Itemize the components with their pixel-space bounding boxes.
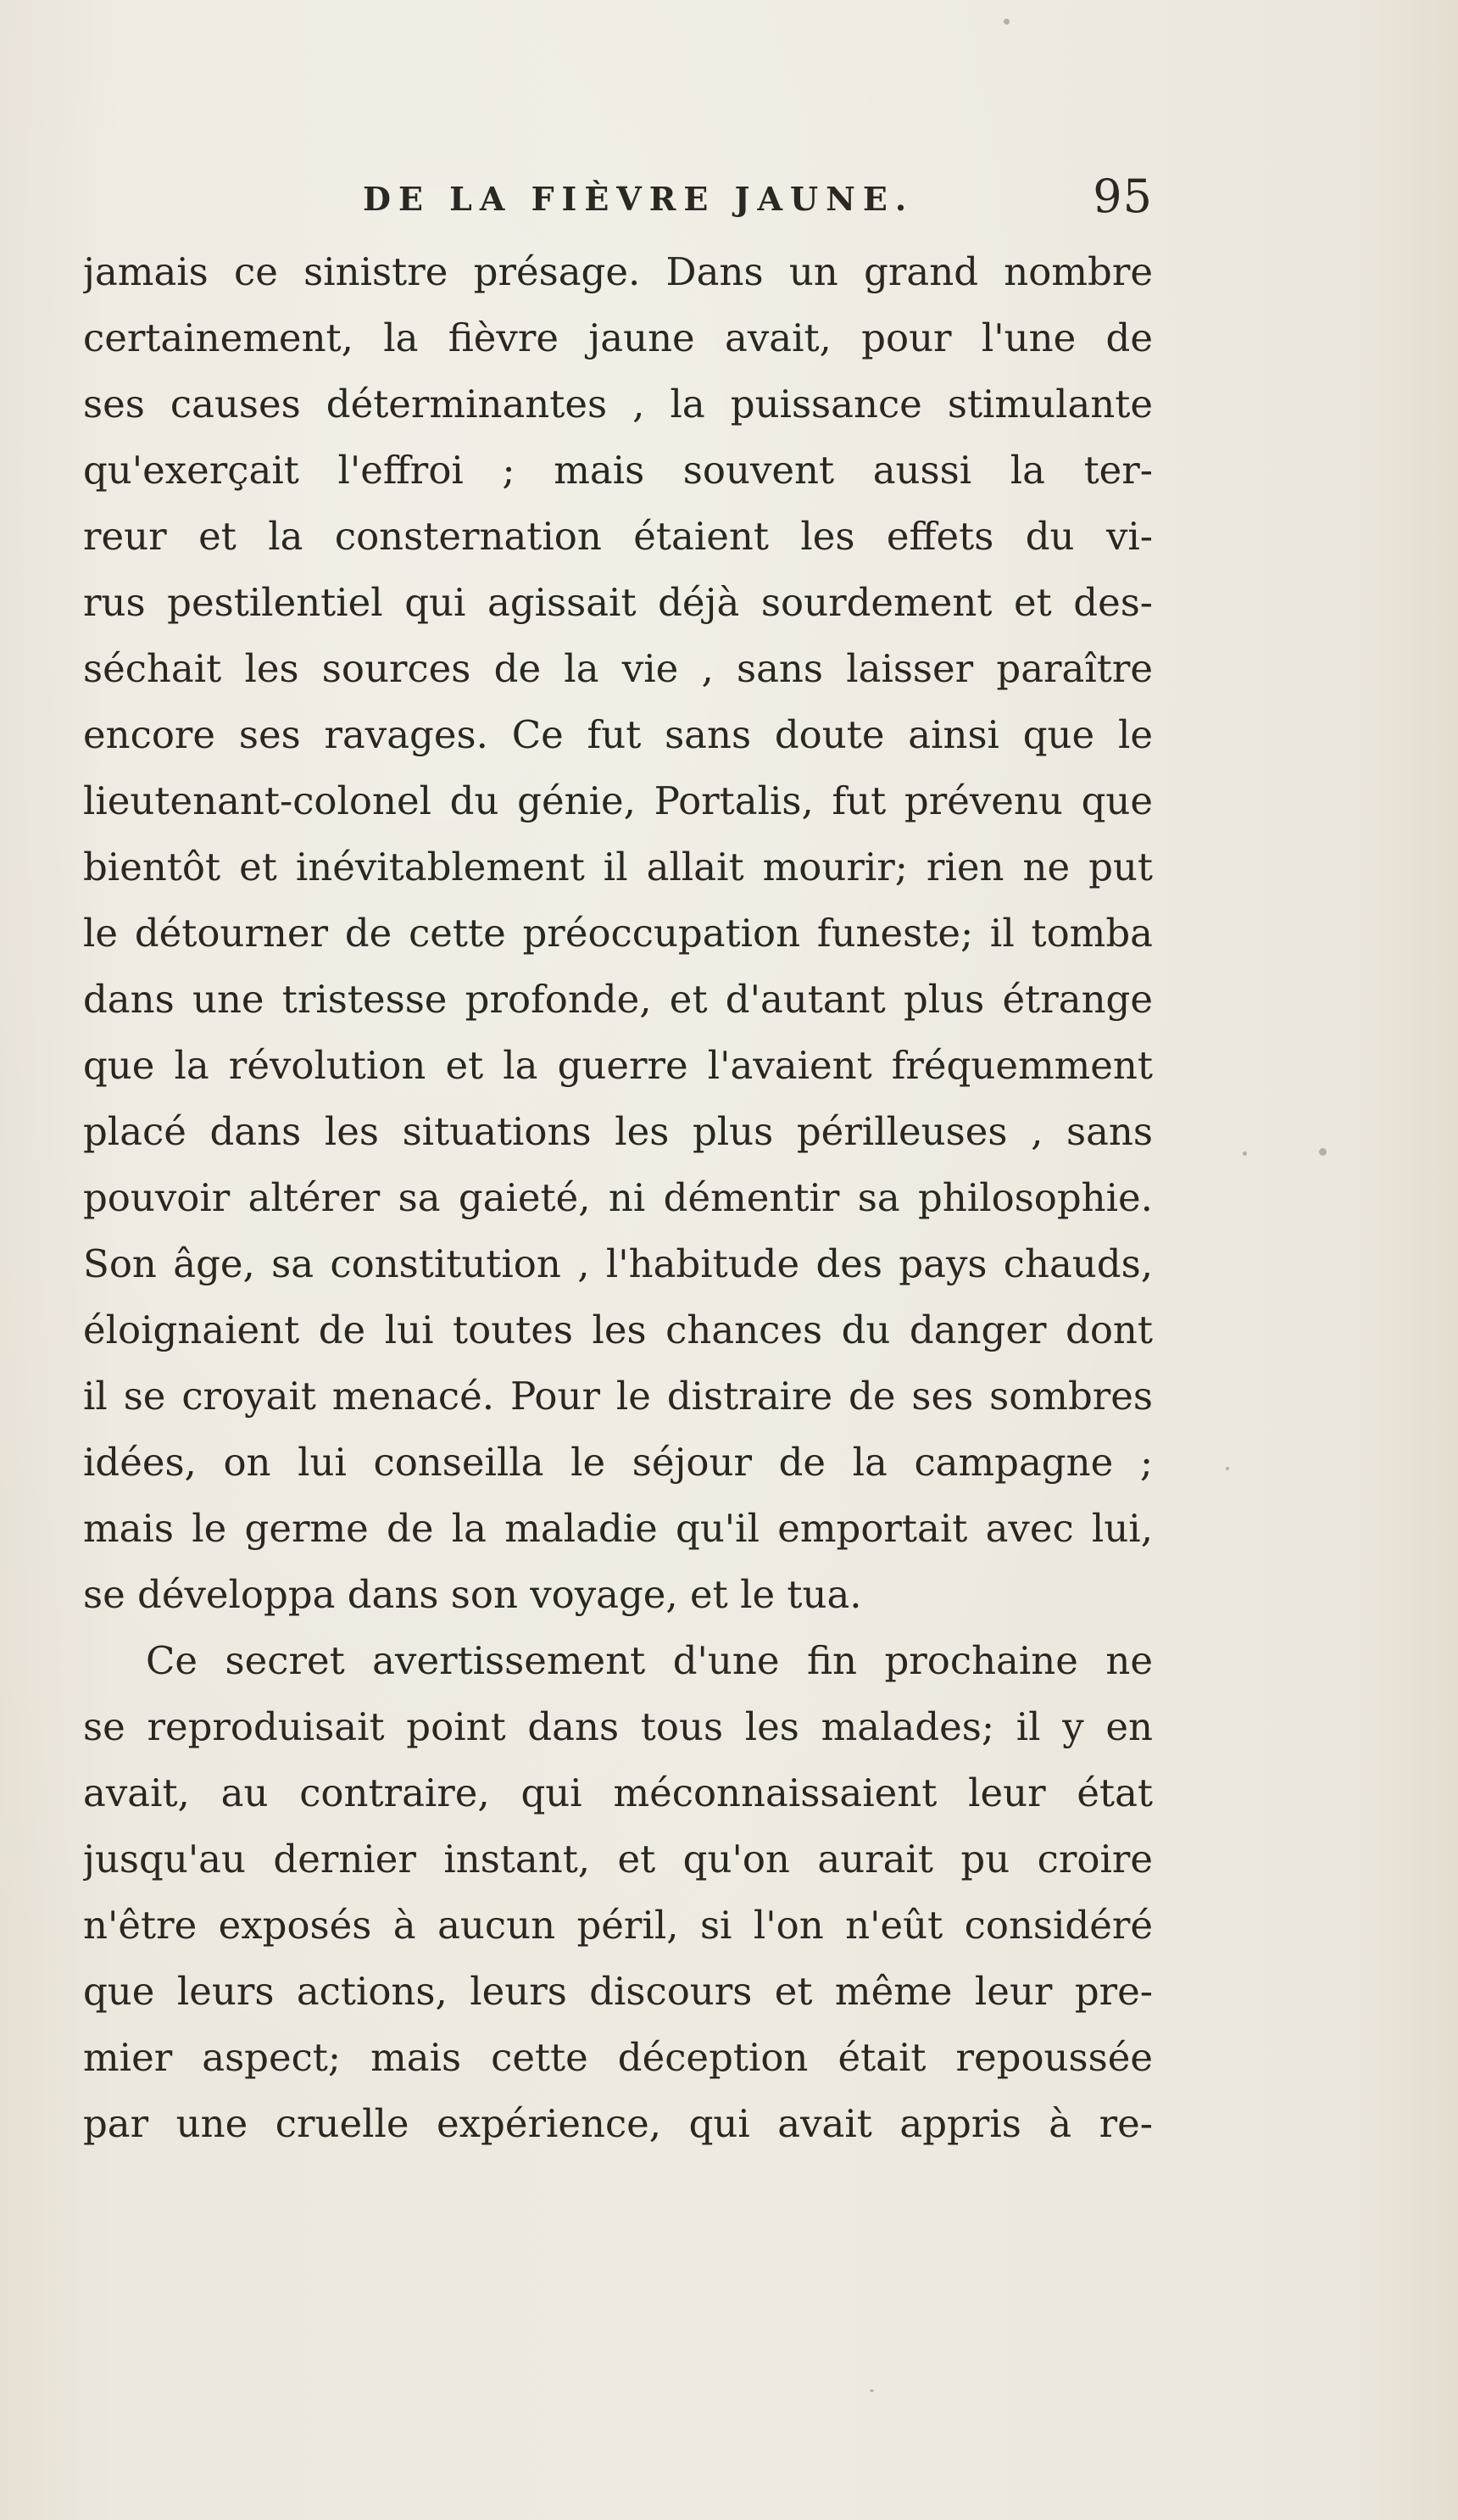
text-line: mier aspect; mais cette déception était repoussée <box>83 2035 1153 2080</box>
text-line: éloignaient de lui toutes les chances du danger dont <box>83 1307 1153 1352</box>
text-line: bientôt et inévitablement il allait mourir; rien ne put <box>83 845 1153 889</box>
paper-speck <box>1004 19 1010 25</box>
text-line: idées, on lui conseilla le séjour de la campagne ; <box>83 1440 1153 1485</box>
text-line: rus pestilentiel qui agissait déjà sourdement et des- <box>83 580 1153 625</box>
paper-speck <box>870 2389 874 2392</box>
text-line: Son âge, sa constitution , l'habitude des pays chauds, <box>83 1241 1153 1286</box>
text-line: encore ses ravages. Ce fut sans doute ainsi que le <box>83 712 1153 757</box>
text-line: se développa dans son voyage, et le tua. <box>83 1572 862 1617</box>
text-line: pouvoir altérer sa gaieté, ni démentir sa philosophie. <box>83 1175 1153 1220</box>
text-line: mais le germe de la maladie qu'il emportait avec lui, <box>83 1506 1153 1551</box>
text-line: reur et la consternation étaient les effets du vi- <box>83 514 1153 559</box>
page-number: 95 <box>1093 170 1153 223</box>
paragraph <box>83 1628 1153 2157</box>
text-line: avait, au contraire, qui méconnaissaient leur état <box>83 1770 1153 1815</box>
text-line: dans une tristesse profonde, et d'autant plus étrange <box>83 977 1153 1022</box>
paper-speck <box>1243 1151 1247 1156</box>
text-line: il se croyait menacé. Pour le distraire de ses sombres <box>83 1374 1153 1419</box>
text-line: que la révolution et la guerre l'avaient fréquemment <box>83 1043 1153 1088</box>
text-line: séchait les sources de la vie , sans laisser paraître <box>83 646 1153 691</box>
text-line: par une cruelle expérience, qui avait appris à re- <box>83 2101 1153 2146</box>
text-line: le détourner de cette préoccupation funeste; il tomba <box>83 911 1153 956</box>
text-line: placé dans les situations les plus périlleuses , sans <box>83 1109 1153 1154</box>
text-line: lieutenant-colonel du génie, Portalis, fut prévenu que <box>83 778 1153 823</box>
paragraph <box>83 239 1153 1628</box>
text-line: jamais ce sinistre présage. Dans un grand nombre <box>83 249 1153 294</box>
text-line: se reproduisait point dans tous les malades; il y en <box>83 1704 1153 1749</box>
text-line: certainement, la fièvre jaune avait, pour l'une de <box>83 315 1153 360</box>
text-line: jusqu'au dernier instant, et qu'on aurait pu croire <box>83 1837 1153 1882</box>
running-head <box>83 170 1153 224</box>
text-line: n'être exposés à aucun péril, si l'on n'eût considéré <box>83 1903 1153 1948</box>
body-text <box>83 239 1153 2157</box>
text-line: Ce secret avertissement d'une fin prochaine ne <box>146 1638 1153 1683</box>
paper-speck <box>1226 1467 1229 1470</box>
running-title: DE LA FIÈVRE JAUNE. <box>363 180 915 218</box>
text-line: que leurs actions, leurs discours et même leur pre- <box>83 1969 1153 2014</box>
text-line: qu'exerçait l'effroi ; mais souvent aussi la ter- <box>83 448 1153 493</box>
paper-speck <box>1319 1148 1327 1156</box>
text-line: ses causes déterminantes , la puissance stimulante <box>83 382 1153 427</box>
